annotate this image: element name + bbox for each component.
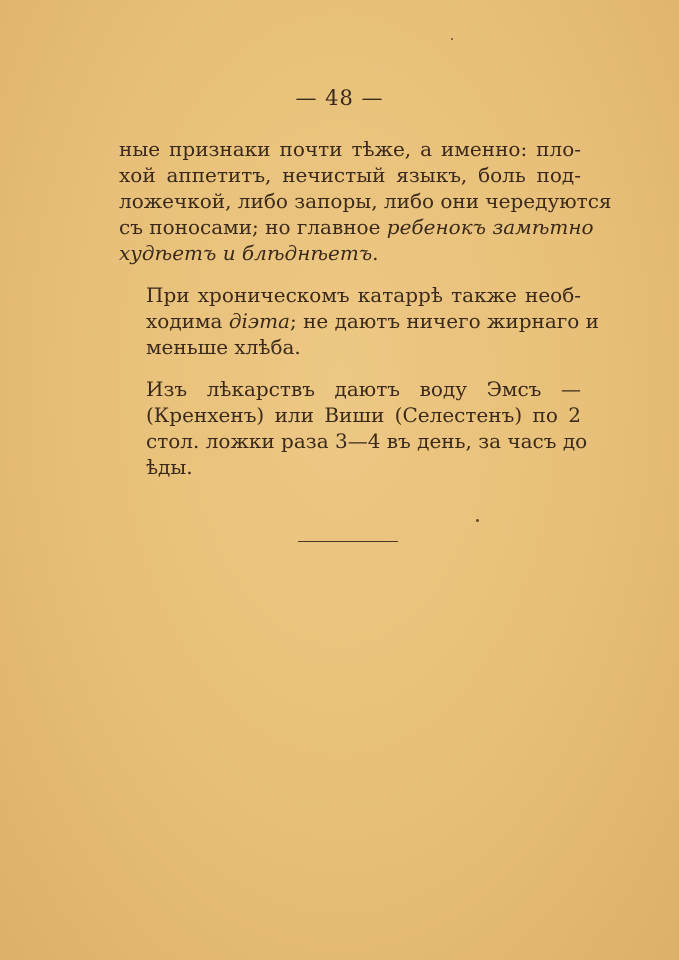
text-line: хой аппетитъ, нечистый языкъ, боль под-: [119, 163, 581, 187]
paragraph-2: [119, 282, 599, 360]
text-line: (Кренхенъ) или Виши (Селестенъ) по 2: [146, 403, 581, 427]
section-divider: [298, 541, 398, 542]
text-line: ложечкой, либо запоры, либо они чередуются: [119, 189, 612, 213]
text-line: При хроническомъ катаррѣ также необ-: [146, 283, 581, 307]
text-line: ные признаки почти тѣже, а именно: пло-: [119, 137, 581, 161]
paragraph-3: [119, 376, 588, 480]
text-line: [119, 214, 594, 240]
emphasis-text: худѣетъ и блѣднѣетъ: [119, 241, 373, 265]
text-run: ходима: [146, 309, 229, 333]
text-run: съ поносами; но главное: [119, 215, 387, 239]
text-line: Изъ лѣкарствъ даютъ воду Эмсъ —: [146, 377, 581, 401]
text-line: ѣды.: [146, 455, 193, 479]
body-text: [119, 136, 612, 496]
page-number: — 48 —: [295, 86, 384, 110]
emphasis-text: діэта: [228, 309, 290, 333]
paper-speck: [451, 38, 453, 40]
text-line: меньше хлѣба.: [146, 335, 301, 359]
text-line: [119, 240, 581, 266]
emphasis-text: ребенокъ замѣтно: [386, 215, 594, 239]
text-run: .: [372, 241, 379, 265]
text-line: [119, 308, 599, 334]
text-run: ; не даютъ ничего жирнаго и: [289, 309, 599, 333]
paragraph-1: [119, 136, 612, 266]
text-line: стол. ложки раза 3—4 въ день, за часъ до: [146, 429, 588, 453]
paper-speck: [476, 519, 479, 522]
